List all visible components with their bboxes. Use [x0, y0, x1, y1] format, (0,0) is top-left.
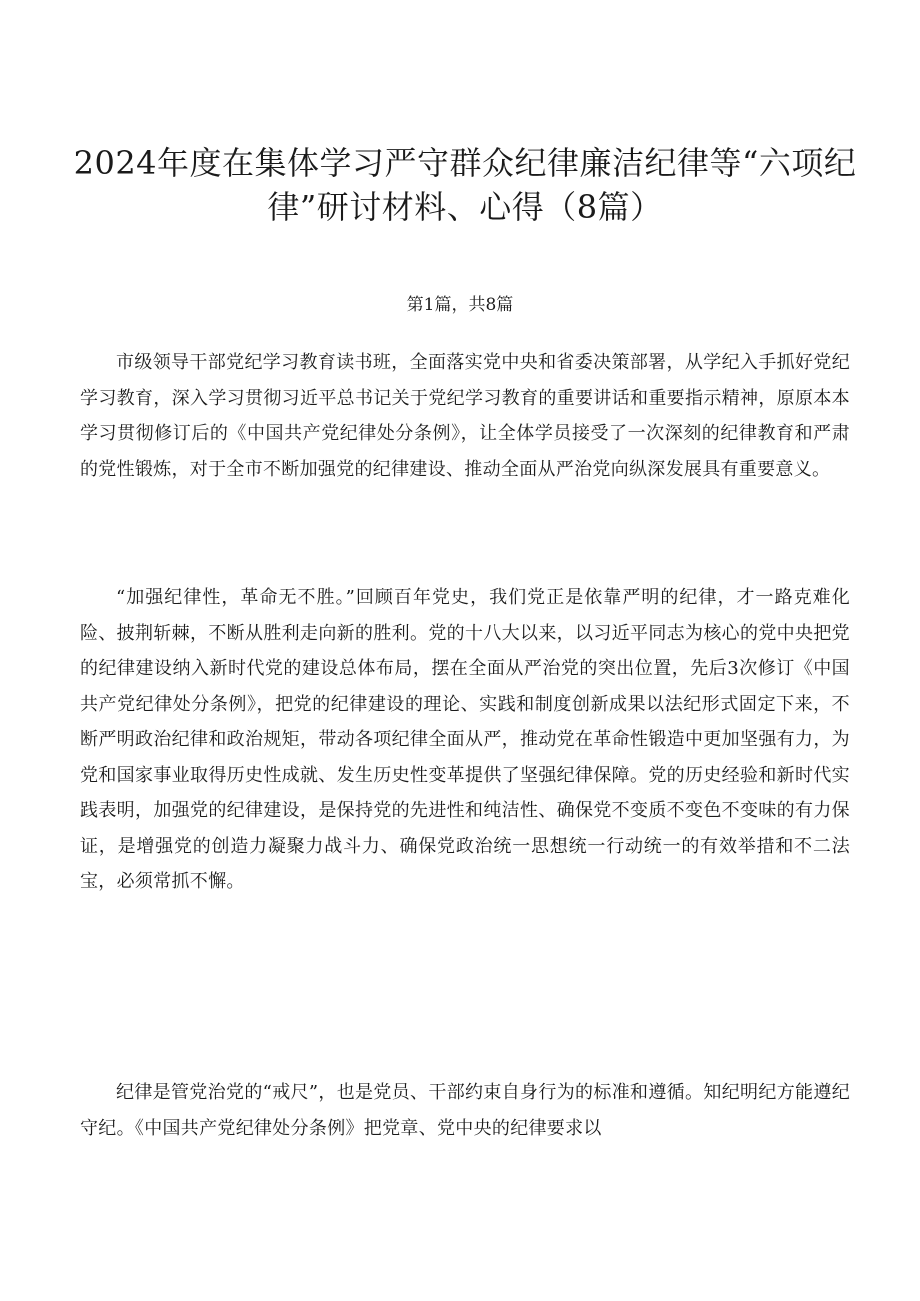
paragraph: “加强纪律性，革命无不胜。”回顾百年党史，我们党正是依靠严明的纪律，才一路克难化险、披荆斩棘，不断从胜利走向新的胜利。党的十八大以来，以习近平同志为核心的党中央把党的纪律建设纳入新时代党的建设总体布局，摆在全面从严治党的突出位置，先后3次修订《中国共产党纪律处分条例》，把党的纪律建设的理论、实践和制度创新成果以法纪形式固定下来，不断严明政治纪律和政治规矩，带动各项纪律全面从严，推动党在革命性锻造中更加坚强有力，为党和国家事业取得历史性成就、发生历史性变革提供了坚强纪律保障。党的历史经验和新时代实践表明，加强党的纪律建设，是保持党的先进性和纯洁性、确保党不变质不变色不变味的有力保证，是增强党的创造力凝聚力战斗力、确保党政治统一思想统一行动统一的有效举措和不二法宝，必须常抓不懈。: [80, 587, 850, 892]
document-title: 2024年度在集体学习严守群众纪律廉洁纪律等“六项纪律”研讨材料、心得（8篇）: [73, 144, 857, 227]
paragraph: 纪律是管党治党的“戒尺”，也是党员、干部约束自身行为的标准和遵循。知纪明纪方能遵纪守纪。《中国共产党纪律处分条例》把党章、党中央的纪律要求以: [80, 1082, 850, 1139]
paragraph: 市级领导干部党纪学习教育读书班，全面落实党中央和省委决策部署，从学纪入手抓好党纪学习教育，深入学习贯彻习近平总书记关于党纪学习教育的重要讲话和重要指示精神，原原本本学习贯彻修订后的《中国共产党纪律处分条例》，让全体学员接受了一次深刻的纪律教育和严肃的党性锻炼，对于全市不断加强党的纪律建设、推动全面从严治党向纵深发展具有重要意义。: [80, 352, 850, 480]
part-indicator: 第1篇，共8篇: [406, 295, 514, 315]
